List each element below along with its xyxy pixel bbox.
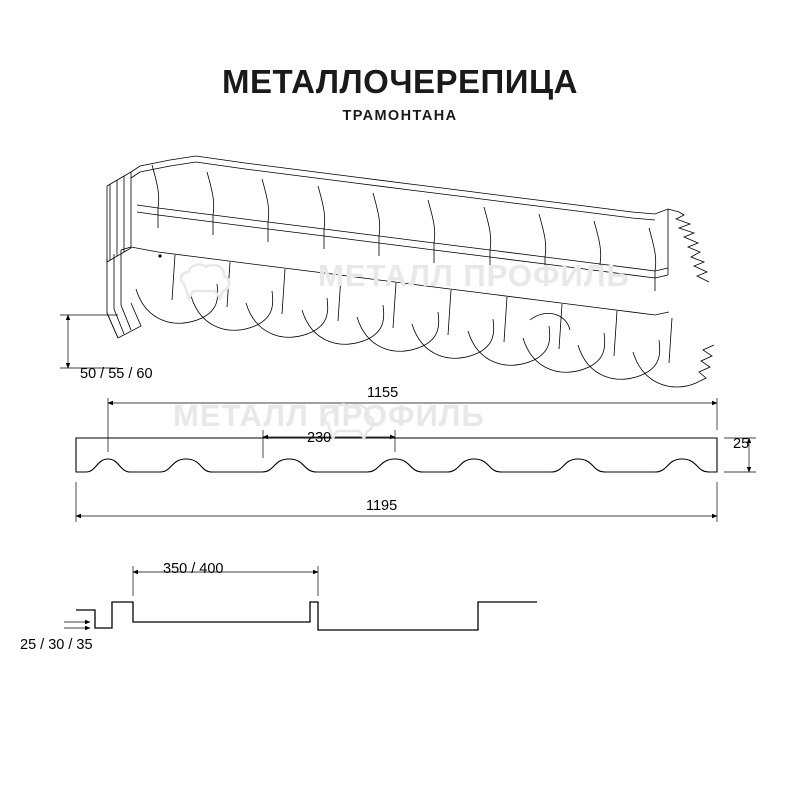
label-overall-width: 1195: [366, 498, 398, 514]
page-title: МЕТАЛЛОЧЕРЕПИЦА: [222, 63, 578, 100]
dim-step-height: [60, 315, 118, 368]
label-profile-height: 25: [733, 436, 750, 452]
page-subtitle: ТРАМОНТАНА: [342, 108, 458, 124]
watermark-text: МЕТАЛЛ ПРОФИЛЬ: [318, 258, 630, 293]
cross-section-profile: [76, 438, 717, 472]
label-step-heights: 50 / 55 / 60: [80, 366, 153, 382]
label-rise-heights: 25 / 30 / 35: [20, 637, 93, 653]
step-profile-view: [76, 602, 537, 630]
perspective-tile-view: [107, 156, 714, 387]
label-total-width: 1155: [367, 385, 399, 401]
label-step-lengths: 350 / 400: [163, 561, 224, 577]
dim-section-group: [76, 398, 756, 522]
watermark-text: МЕТАЛЛ ПРОФИЛЬ: [173, 398, 485, 433]
label-wave-pitch: 230: [307, 430, 332, 446]
